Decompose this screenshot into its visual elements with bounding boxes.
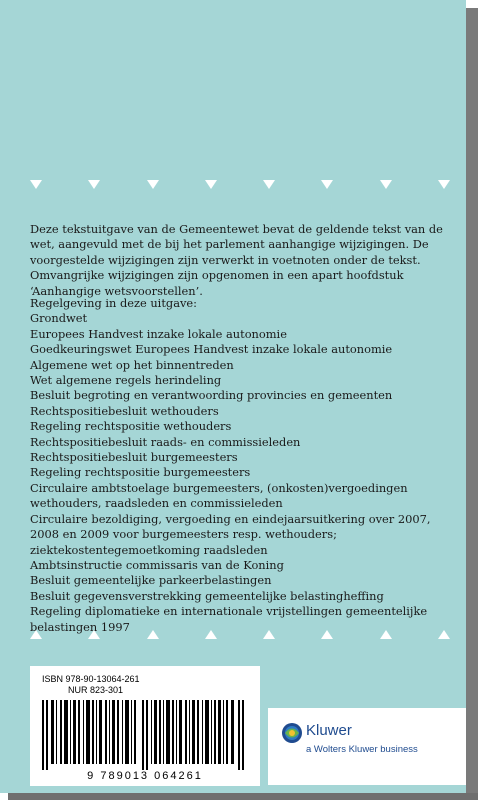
- regulation-item: Besluit gegevensverstrekking gemeentelijke belastingheffing: [30, 588, 384, 603]
- regulation-item: Rechtspositiebesluit wethouders: [30, 403, 219, 418]
- triangle-down-icon: [380, 180, 392, 189]
- intro-text: Deze tekstuitgave van de Gemeentewet bevat de geldende tekst van de wet, aangevuld met de bij het parlement aanhangige wijzigingen. De voorgestelde wijzigingen zijn verwerkt in voetnoten onder de tekst. Omvangrijke wijzigingen zijn opgenomen in een apart hoofdstuk ‘Aanhangige wetsvoorstellen’.: [30, 222, 443, 298]
- regulation-item: Grondwet: [30, 311, 88, 326]
- triangle-up-icon: [263, 630, 275, 639]
- triangle-down-icon: [438, 180, 450, 189]
- isbn-label: ISBN 978-90-13064-261: [42, 674, 140, 684]
- isbn-block: [42, 674, 140, 696]
- regulation-item: Rechtspositiebesluit burgemeesters: [30, 450, 238, 465]
- triangle-down-icon: [147, 180, 159, 189]
- regulation-item: Circulaire ambtstoelage burgemeesters, (onkosten)vergoedingen wethouders, raadsleden en commissieleden: [30, 480, 408, 511]
- regulation-item: Goedkeuringswet Europees Handvest inzake lokale autonomie: [30, 342, 393, 357]
- triangle-up-icon: [205, 630, 217, 639]
- triangle-up-icon: [147, 630, 159, 639]
- kluwer-globe-icon: [281, 722, 303, 744]
- triangle-up-icon: [88, 630, 100, 639]
- regulation-item: Algemene wet op het binnentreden: [30, 357, 234, 372]
- book-spine-edge: [466, 8, 478, 800]
- triangle-down-icon: [88, 180, 100, 189]
- barcode-panel: [30, 666, 260, 786]
- publisher-logo-panel: [268, 708, 466, 785]
- barcode-number: 9 789013 064261: [87, 770, 203, 782]
- regulation-item: Europees Handvest inzake lokale autonomie: [30, 326, 287, 341]
- regulations-heading: Regelgeving in deze uitgave:: [30, 296, 197, 310]
- triangle-down-icon: [263, 180, 275, 189]
- regulation-item: Regeling diplomatieke en internationale vrijstellingen gemeentelijke belastingen 1997: [30, 604, 428, 634]
- barcode-icon: [42, 700, 247, 770]
- regulation-item: Ambtsinstructie commissaris van de Koning: [30, 557, 284, 572]
- bottom-triangle-row: [30, 630, 450, 639]
- regulation-item: Regeling rechtspositie burgemeesters: [30, 465, 251, 480]
- intro-paragraph: [30, 222, 455, 299]
- top-triangle-row: [30, 180, 450, 189]
- triangle-down-icon: [30, 180, 42, 189]
- regulation-item: Rechtspositiebesluit raads- en commissieleden: [30, 434, 301, 449]
- regulation-item: Regeling rechtspositie wethouders: [30, 419, 232, 434]
- nur-label: NUR 823-301: [68, 685, 124, 695]
- triangle-down-icon: [205, 180, 217, 189]
- regulation-item: Circulaire bezoldiging, vergoeding en eindejaarsuitkering over 2007, 2008 en 2009 voor burgemeesters resp. wethouders; ziektekostentegemoetkoming raadsleden: [30, 511, 431, 557]
- triangle-up-icon: [380, 630, 392, 639]
- regulation-item: Wet algemene regels herindeling: [30, 373, 222, 388]
- regulations-list: [30, 296, 455, 635]
- publisher-name: Kluwer: [306, 722, 352, 739]
- publisher-tagline: a Wolters Kluwer business: [306, 744, 418, 755]
- triangle-up-icon: [438, 630, 450, 639]
- triangle-up-icon: [30, 630, 42, 639]
- regulation-item: Besluit gemeentelijke parkeerbelastingen: [30, 573, 272, 588]
- triangle-up-icon: [321, 630, 333, 639]
- regulation-item: Besluit begroting en verantwoording provincies en gemeenten: [30, 388, 393, 403]
- book-bottom-edge: [8, 793, 478, 800]
- triangle-down-icon: [321, 180, 333, 189]
